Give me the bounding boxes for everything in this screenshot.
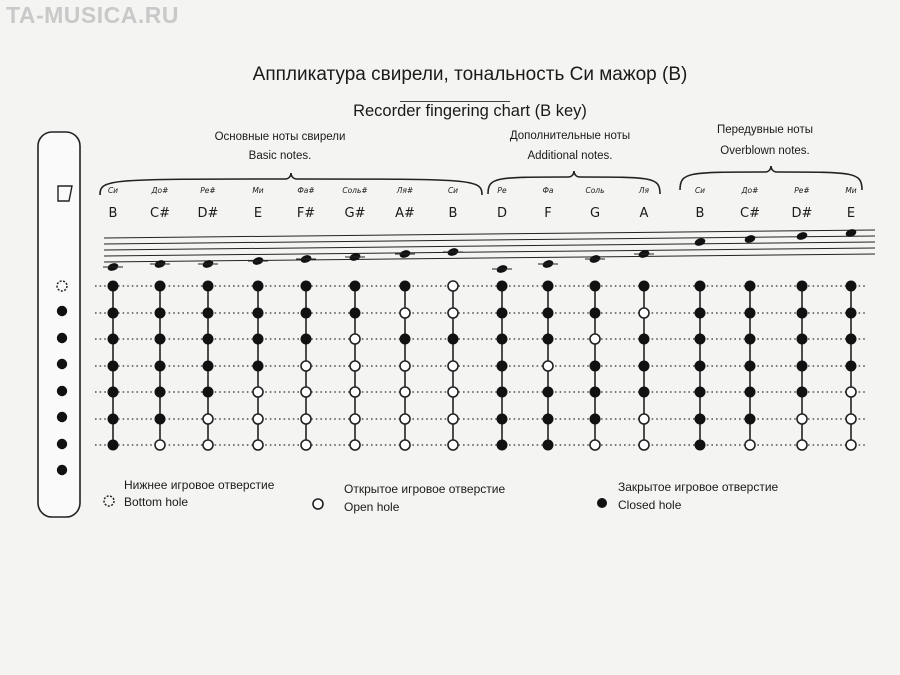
closed-hole [155,308,166,319]
closed-hole [846,334,857,345]
closed-hole [448,334,459,345]
note-ru-15: Ре# [794,186,810,195]
watermark: TA-MUSICA.RU [6,2,179,28]
legend-open-hole-ru: Открытое игровое отверстие [344,482,506,496]
legend-open-hole-en: Open hole [344,500,400,514]
recorder-hole-1 [57,306,67,316]
brace-overblown [680,166,862,190]
recorder-hole-3 [57,359,67,369]
open-hole [639,440,649,450]
open-hole [797,414,807,424]
note-ru-3: Ре# [200,186,216,195]
closed-hole [745,308,756,319]
closed-hole [497,440,508,451]
closed-hole [695,440,706,451]
legend-open-hole-icon [313,499,323,509]
open-hole [301,361,311,371]
open-hole [448,281,458,291]
closed-hole [301,308,312,319]
closed-hole [253,308,264,319]
note-latin-2: C# [150,206,170,221]
note-ru-2: До# [151,186,169,195]
open-hole [448,440,458,450]
note-ru-10: Фа [542,186,554,195]
open-hole [639,308,649,318]
note-ru-13: Си [694,186,706,195]
closed-hole [350,281,361,292]
closed-hole [203,361,214,372]
closed-hole [400,334,411,345]
closed-hole [253,281,264,292]
note-latin-9: D [496,206,507,221]
open-hole [155,440,165,450]
closed-hole [543,414,554,425]
closed-hole [497,361,508,372]
closed-hole [108,281,119,292]
closed-hole [695,387,706,398]
closed-hole [497,414,508,425]
open-hole [400,387,410,397]
open-hole [448,361,458,371]
legend-bottom-hole-ru: Нижнее игровое отверстие [124,478,275,492]
closed-hole [497,387,508,398]
closed-hole [590,281,601,292]
title-russian: Аппликатура свирели, тональность Си мажор (B) [252,64,688,85]
note-ru-4: Ми [252,186,264,195]
group-overblown-ru: Передувные ноты [716,124,813,136]
open-hole [448,387,458,397]
closed-hole [108,334,119,345]
closed-hole [155,414,166,425]
brace-additional [488,171,660,194]
closed-hole [797,334,808,345]
note-ru-5: Фа# [297,186,315,195]
closed-hole [590,414,601,425]
open-hole [745,440,755,450]
closed-hole [203,308,214,319]
closed-hole [253,334,264,345]
recorder-hole-6 [57,439,67,449]
note-latin-4: E [253,206,263,221]
recorder-hole-5 [57,412,67,422]
staff-note-13 [694,237,707,247]
closed-hole [543,440,554,451]
closed-hole [846,281,857,292]
closed-hole [797,387,808,398]
closed-hole [695,281,706,292]
open-hole [797,440,807,450]
note-ru-1: Си [107,186,119,195]
closed-hole [745,334,756,345]
closed-hole [301,281,312,292]
note-latin-3: D# [197,206,219,221]
open-hole [400,308,410,318]
open-hole [400,440,410,450]
note-latin-10: F [544,206,552,221]
note-latin-5: F# [296,206,316,221]
closed-hole [400,281,411,292]
note-ru-12: Ля [638,186,650,195]
note-latin-1: B [108,206,118,221]
recorder-body [38,132,80,517]
note-latin-12: A [639,206,649,221]
open-hole [350,440,360,450]
recorder-hole-4 [57,386,67,396]
open-hole [590,334,600,344]
closed-hole [108,387,119,398]
open-hole [203,414,213,424]
closed-hole [695,308,706,319]
closed-hole [543,387,554,398]
open-hole [590,440,600,450]
open-hole [400,414,410,424]
closed-hole [797,281,808,292]
open-hole [846,440,856,450]
closed-hole [745,387,756,398]
closed-hole [639,334,650,345]
closed-hole [203,334,214,345]
group-basic-ru: Основные ноты свирели [214,131,346,143]
closed-hole [155,361,166,372]
note-latin-11: G [589,206,601,221]
staff-note-14 [744,234,757,244]
note-ru-7: Ля# [396,186,414,195]
note-latin-13: B [695,206,705,221]
brace-basic [100,173,482,195]
closed-hole [497,308,508,319]
open-hole [639,414,649,424]
closed-hole [108,361,119,372]
legend-bottom-hole-icon [104,496,114,506]
closed-hole [745,361,756,372]
closed-hole [497,334,508,345]
note-ru-8: Си [447,186,459,195]
open-hole [301,387,311,397]
closed-hole [253,361,264,372]
open-hole [301,440,311,450]
closed-hole [155,387,166,398]
closed-hole [797,361,808,372]
note-latin-6: G# [344,206,366,221]
open-hole [350,387,360,397]
legend-closed-hole-en: Closed hole [618,498,682,512]
open-hole [301,414,311,424]
closed-hole [846,308,857,319]
note-latin-7: A# [395,206,415,221]
recorder-hole-2 [57,333,67,343]
open-hole [543,361,553,371]
closed-hole [639,281,650,292]
closed-hole [797,308,808,319]
closed-hole [203,387,214,398]
note-latin-8: B [448,206,458,221]
closed-hole [695,334,706,345]
open-hole [350,334,360,344]
group-overblown-en: Overblown notes. [720,145,810,157]
open-hole [253,387,263,397]
closed-hole [543,334,554,345]
note-latin-15: D# [791,206,813,221]
group-basic-en: Basic notes. [248,150,312,162]
closed-hole [203,281,214,292]
group-additional-en: Additional notes. [527,150,613,162]
open-hole [350,361,360,371]
note-ru-9: Ре [497,186,507,195]
open-hole [846,414,856,424]
closed-hole [108,308,119,319]
closed-hole [155,281,166,292]
open-hole [350,414,360,424]
group-additional-ru: Дополнительные ноты [509,130,631,142]
open-hole [846,387,856,397]
legend-closed-hole-icon [597,498,607,508]
open-hole [253,440,263,450]
closed-hole [108,440,119,451]
note-ru-6: Соль# [342,186,368,195]
note-ru-14: До# [741,186,759,195]
closed-hole [745,281,756,292]
closed-hole [745,414,756,425]
closed-hole [639,387,650,398]
closed-hole [301,334,312,345]
open-hole [253,414,263,424]
closed-hole [695,414,706,425]
recorder-hole-7 [57,465,67,475]
open-hole [448,308,458,318]
closed-hole [846,361,857,372]
closed-hole [543,281,554,292]
closed-hole [497,281,508,292]
note-latin-16: E [846,206,856,221]
closed-hole [350,308,361,319]
closed-hole [590,308,601,319]
note-ru-16: Ми [845,186,857,195]
open-hole [448,414,458,424]
open-hole [203,440,213,450]
closed-hole [108,414,119,425]
closed-hole [590,387,601,398]
staff-note-15 [796,231,809,241]
note-latin-14: C# [740,206,760,221]
note-ru-11: Соль [585,186,605,195]
open-hole [400,361,410,371]
legend-closed-hole-ru: Закрытое игровое отверстие [618,480,779,494]
title-english: Recorder fingering chart (B key) [353,102,587,120]
closed-hole [695,361,706,372]
closed-hole [155,334,166,345]
closed-hole [543,308,554,319]
closed-hole [590,361,601,372]
closed-hole [639,361,650,372]
legend-bottom-hole-en: Bottom hole [124,495,189,509]
